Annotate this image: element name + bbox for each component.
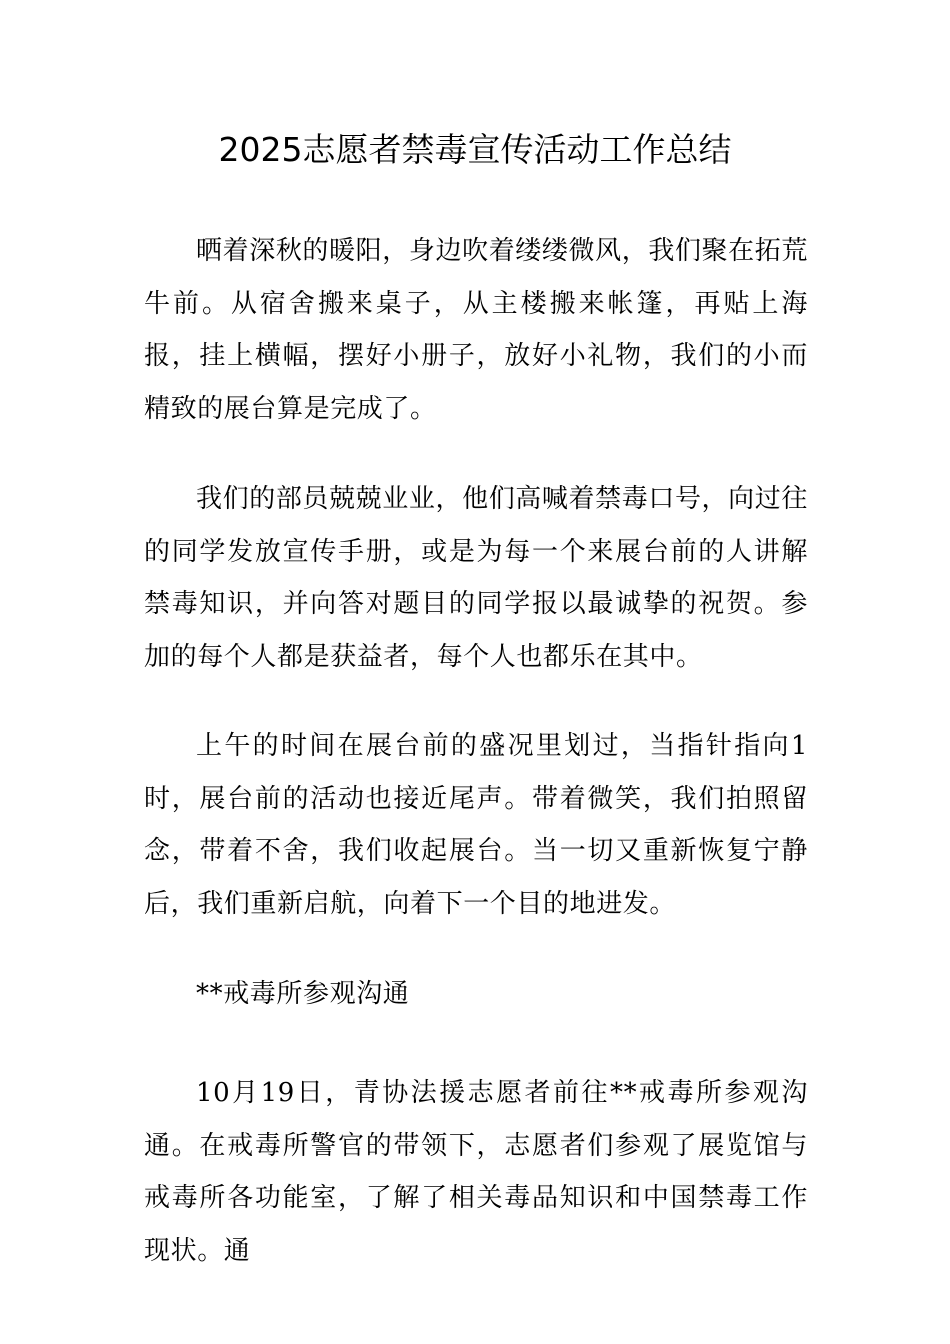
paragraph-2: 我们的部员兢兢业业，他们高喊着禁毒口号，向过往的同学发放宣传手册，或是为每一个来展台前的人讲解禁毒知识，并向答对题目的同学报以最诚挚的祝贺。参加的每个人都是获益者，每个人也都乐在其中。	[144, 484, 808, 672]
paragraph-4: 10月19日，青协法援志愿者前往**戒毒所参观沟通。在戒毒所警官的带领下，志愿者们参观了展览馆与戒毒所各功能室，了解了相关毒品知识和中国禁毒工作现状。通	[144, 1078, 808, 1266]
section-heading: **戒毒所参观沟通	[196, 979, 410, 1009]
paragraph-3: 上午的时间在展台前的盛况里划过，当指针指向1时，展台前的活动也接近尾声。带着微笑，我们拍照留念，带着不舍，我们收起展台。当一切又重新恢复宁静后，我们重新启航，向着下一个目的地进发。	[144, 731, 808, 919]
paragraph-1: 晒着深秋的暖阳，身边吹着缕缕微风，我们聚在拓荒牛前。从宿舍搬来桌子，从主楼搬来帐篷，再贴上海报，挂上横幅，摆好小册子，放好小礼物，我们的小而精致的展台算是完成了。	[144, 236, 808, 424]
document-title: 2025志愿者禁毒宣传活动工作总结	[218, 130, 732, 169]
